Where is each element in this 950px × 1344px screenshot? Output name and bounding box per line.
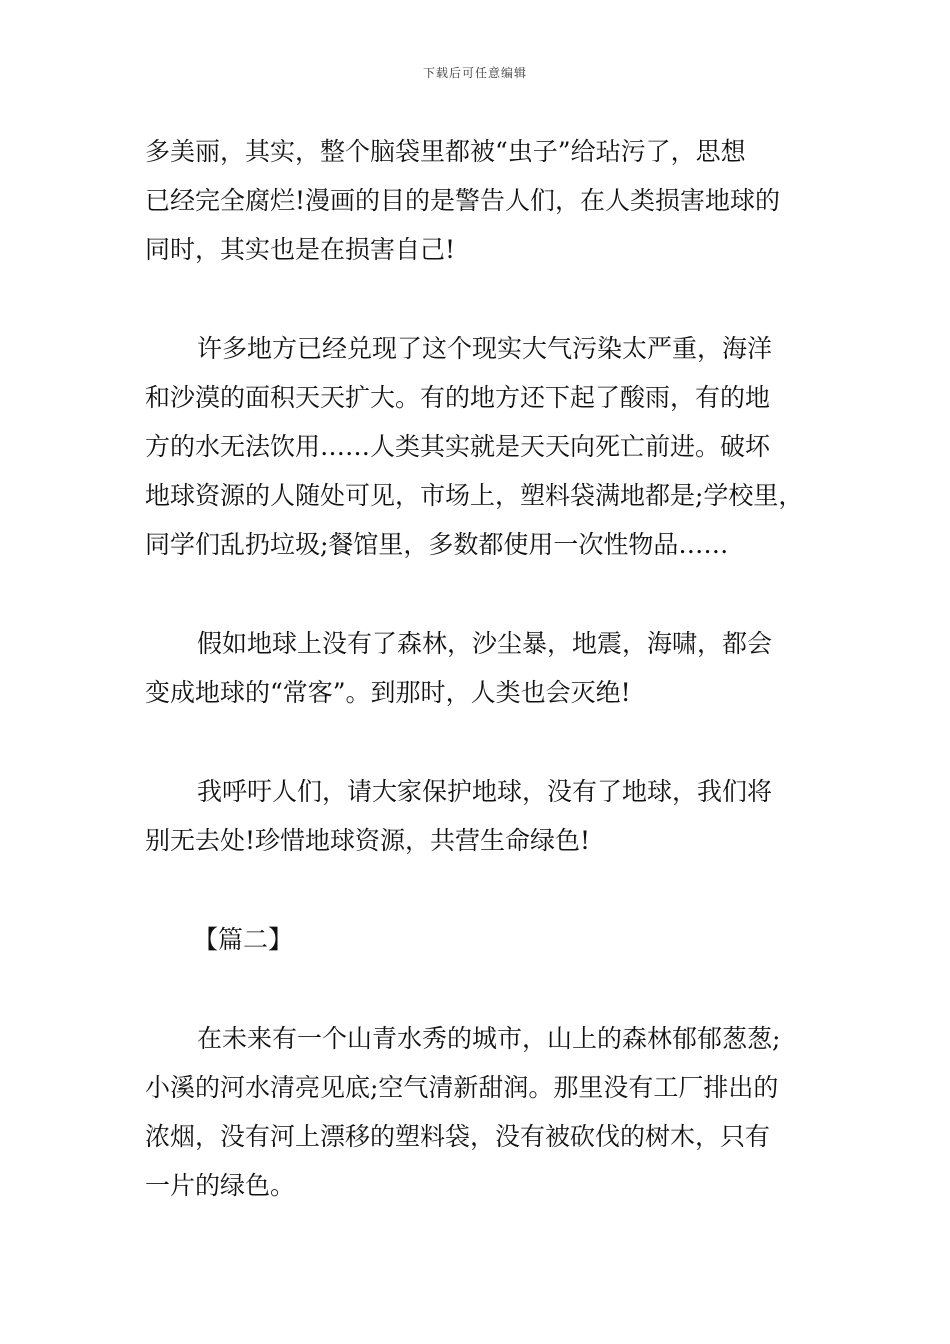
document-body (145, 127, 835, 1260)
paragraph-1 (145, 127, 835, 274)
text-line: 假如地球上没有了森林，沙尘暴，地震，海啸，都会 (197, 629, 773, 658)
text-line: 浓烟，没有河上漂移的塑料袋，没有被砍伐的树木，只有 (145, 1122, 771, 1151)
text-line: 方的水无法饮用……人类其实就是天天向死亡前进。破坏 (145, 432, 771, 461)
text-line: 小溪的河水清亮见底;空气清新甜润。那里没有工厂排出的 (145, 1073, 779, 1102)
text-line: 在未来有一个山青水秀的城市，山上的森林郁郁葱葱; (197, 1024, 781, 1053)
text-line: 我呼吁人们，请大家保护地球，没有了地球，我们将 (197, 777, 773, 806)
text-line: 一片的绿色。 (145, 1171, 296, 1200)
text-line: 同时，其实也是在损害自己! (145, 235, 456, 264)
section-heading: 【篇二】 (193, 925, 294, 954)
text-line: 变成地球的“常客”。到那时，人类也会灭绝! (145, 678, 631, 707)
paragraph-3 (145, 619, 835, 717)
text-line: 已经完全腐烂!漫画的目的是警告人们，在人类损害地球的 (145, 186, 781, 215)
paragraph-5 (145, 1014, 835, 1210)
paragraph-2 (145, 324, 835, 569)
paragraph-4 (145, 767, 835, 865)
text-line: 同学们乱扔垃圾;餐馆里，多数都使用一次性物品…… (145, 530, 729, 559)
text-line: 许多地方已经兑现了这个现实大气污染太严重，海洋 (197, 334, 773, 363)
text-line: 别无去处!珍惜地球资源，共营生命绿色! (145, 826, 591, 855)
page-header-note: 下载后可任意编辑 (422, 66, 527, 80)
text-line: 和沙漠的面积天天扩大。有的地方还下起了酸雨，有的地 (145, 383, 771, 412)
text-line: 多美丽，其实，整个脑袋里都被“虫子”给玷污了，思想 (145, 137, 746, 166)
text-line: 地球资源的人随处可见，市场上，塑料袋满地都是;学校里， (145, 481, 804, 510)
